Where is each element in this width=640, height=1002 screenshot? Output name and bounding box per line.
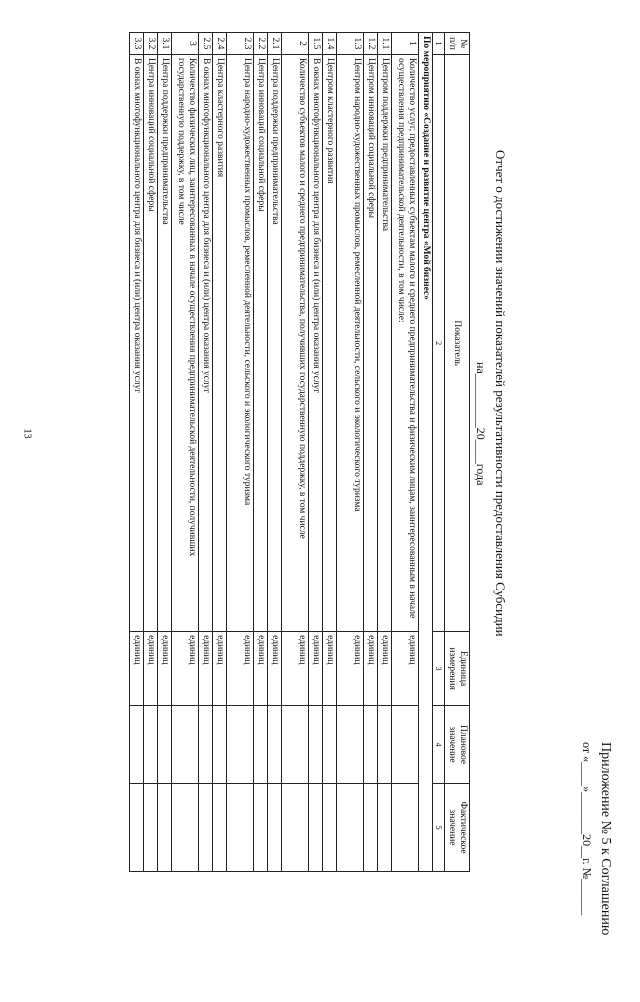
row-unit: единиц (392, 632, 419, 706)
row-indicator: Центра поддержки предпринимательства (268, 54, 282, 631)
table-row (392, 33, 419, 872)
row-fact-value (323, 784, 337, 872)
row-plan-value (337, 706, 364, 784)
row-indicator: Центром инноваций социальной сферы (364, 54, 378, 631)
row-plan-value (392, 706, 419, 784)
row-fact-value (309, 784, 323, 872)
section-title: По мероприятию «Создание и развитие центра «Мой бизнес» (419, 33, 433, 872)
row-plan-value (282, 706, 309, 784)
row-indicator: Центром поддержки предпринимательства (378, 54, 392, 631)
row-fact-value (130, 784, 144, 872)
rotated-document-page (20, 32, 620, 936)
row-indicator: Центра поддержки предпринимательства (158, 54, 172, 631)
row-unit: единиц (172, 632, 199, 706)
table-row (323, 33, 337, 872)
row-plan-value (364, 706, 378, 784)
row-unit: единиц (337, 632, 364, 706)
row-fact-value (364, 784, 378, 872)
row-number: 3 (172, 33, 199, 55)
row-number: 1.4 (323, 33, 337, 55)
table-row (213, 33, 227, 872)
row-number: 1.1 (378, 33, 392, 55)
header-fact: Фактическое значение (445, 784, 470, 872)
header-num: № п/п (445, 33, 470, 55)
row-indicator: Центра инноваций социальной сферы (144, 54, 158, 631)
table-row (158, 33, 172, 872)
table-row (199, 33, 213, 872)
table-row (144, 33, 158, 872)
row-plan-value (199, 706, 213, 784)
table-row (254, 33, 268, 872)
row-unit: единиц (199, 632, 213, 706)
row-number: 3.3 (130, 33, 144, 55)
row-plan-value (268, 706, 282, 784)
row-unit: единиц (323, 632, 337, 706)
column-number: 3 (433, 632, 445, 706)
row-number: 3.1 (158, 33, 172, 55)
row-unit: единиц (268, 632, 282, 706)
row-indicator: Центром народно-художественных промыслов, ремесленной деятельности, сельского и экологического туризма (337, 54, 364, 631)
row-fact-value (378, 784, 392, 872)
row-indicator: Центра инноваций социальной сферы (254, 54, 268, 631)
page-number: 13 (21, 428, 33, 439)
row-fact-value (337, 784, 364, 872)
row-unit: единиц (364, 632, 378, 706)
column-number: 1 (433, 33, 445, 55)
column-number: 4 (433, 706, 445, 784)
report-period: на_________20____года (474, 362, 488, 486)
row-indicator: Центра народно-художественных промыслов, ремесленной деятельности, сельского и экологического туризма (227, 54, 254, 631)
row-unit: единиц (309, 632, 323, 706)
row-number: 2.4 (213, 33, 227, 55)
row-indicator: В окнах многофункционального центра для бизнеса и (или) центра оказания услуг (130, 54, 144, 631)
row-number: 1 (392, 33, 419, 55)
row-unit: единиц (378, 632, 392, 706)
row-unit: единиц (144, 632, 158, 706)
section-row (419, 33, 433, 872)
row-fact-value (227, 784, 254, 872)
row-indicator: В окнах многофункционального центра для бизнеса и (или) центра оказания услуг (199, 54, 213, 631)
table-row (378, 33, 392, 872)
row-number: 2.3 (227, 33, 254, 55)
table-row (268, 33, 282, 872)
row-plan-value (158, 706, 172, 784)
row-number: 2.1 (268, 33, 282, 55)
row-number: 1.5 (309, 33, 323, 55)
row-fact-value (254, 784, 268, 872)
row-fact-value (282, 784, 309, 872)
row-fact-value (392, 784, 419, 872)
row-plan-value (378, 706, 392, 784)
annex-block (578, 742, 614, 1002)
column-numbers-row (433, 33, 445, 872)
row-unit: единиц (130, 632, 144, 706)
row-plan-value (227, 706, 254, 784)
row-unit: единиц (227, 632, 254, 706)
row-plan-value (309, 706, 323, 784)
row-fact-value (158, 784, 172, 872)
row-indicator: Количество субъектов малого и среднего предпринимательства, получивших государственную поддержку, в том числе (282, 54, 309, 631)
row-indicator: В окнах многофункционального центра для бизнеса и (или) центра оказания услуг (309, 54, 323, 631)
row-unit: единиц (282, 632, 309, 706)
header-plan: Плановое значение (445, 706, 470, 784)
row-fact-value (172, 784, 199, 872)
table-row (309, 33, 323, 872)
report-title: Отчет о достижении значений показателей результативности предоставления Субсидии (493, 150, 508, 637)
row-plan-value (130, 706, 144, 784)
row-number: 2.5 (199, 33, 213, 55)
row-fact-value (268, 784, 282, 872)
row-fact-value (213, 784, 227, 872)
row-number: 3.2 (144, 33, 158, 55)
row-fact-value (199, 784, 213, 872)
table-header-row (445, 33, 470, 872)
row-plan-value (144, 706, 158, 784)
row-plan-value (172, 706, 199, 784)
row-number: 1.3 (337, 33, 364, 55)
column-number: 5 (433, 784, 445, 872)
row-indicator: Количество физических лиц, заинтересованных в начале осуществления предпринимательской деятельности, получивших государственную поддержку, в том числе (172, 54, 199, 631)
row-indicator: Количество услуг, предоставленных субъектам малого и среднего предпринимательства и физическим лицам, заинтересованным в начале осуществления предпринимательской деятельности, в том числе: (392, 54, 419, 631)
table-row (227, 33, 254, 872)
header-unit: Единица измерения (445, 632, 470, 706)
row-unit: единиц (158, 632, 172, 706)
annex-date-line: от «____»_______20__г. №______ (580, 742, 594, 916)
row-plan-value (254, 706, 268, 784)
header-indicator: Показатель (445, 54, 470, 631)
table-row (364, 33, 378, 872)
table-row (337, 33, 364, 872)
annex-title: Приложение № 5 к Соглашению (598, 742, 613, 936)
row-fact-value (144, 784, 158, 872)
table-row (172, 33, 199, 872)
column-number: 2 (433, 54, 445, 631)
row-plan-value (213, 706, 227, 784)
indicators-table (129, 32, 470, 872)
row-plan-value (323, 706, 337, 784)
table-row (282, 33, 309, 872)
row-unit: единиц (254, 632, 268, 706)
row-number: 2 (282, 33, 309, 55)
row-number: 1.2 (364, 33, 378, 55)
row-unit: единиц (213, 632, 227, 706)
row-number: 2.2 (254, 33, 268, 55)
row-indicator: Центра кластерного развития (213, 54, 227, 631)
row-indicator: Центром кластерного развития (323, 54, 337, 631)
table-row (130, 33, 144, 872)
